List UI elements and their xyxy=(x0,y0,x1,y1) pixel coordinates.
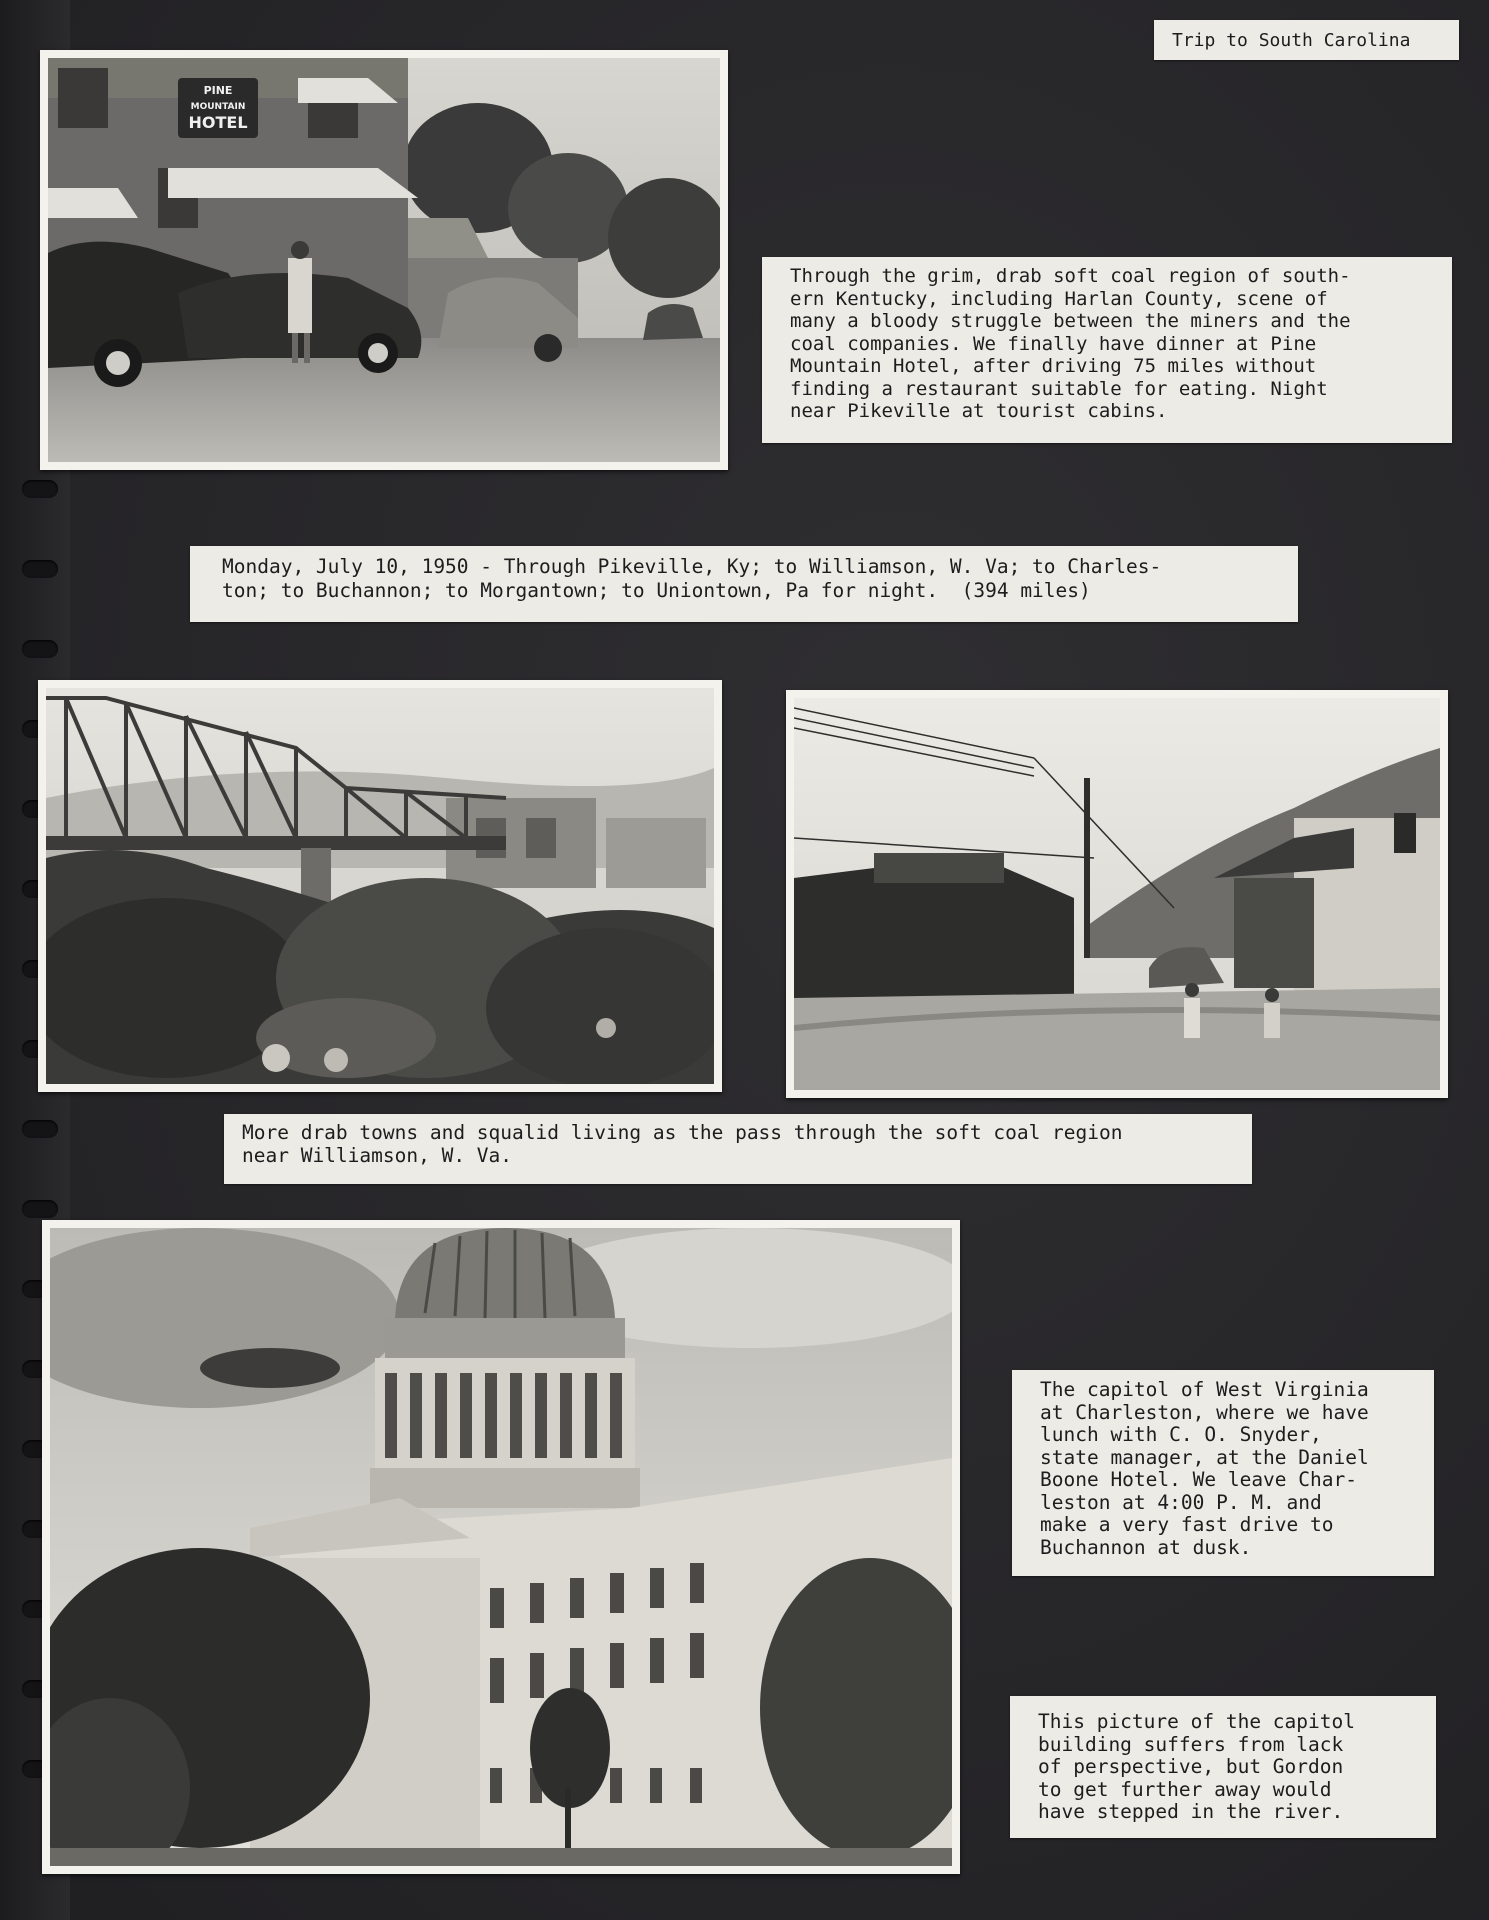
pine-mountain-caption: Through the grim, drab soft coal region of south- ern Kentucky, including Harlan County, scene of many a bloody struggle between the miners and the coal companies. We finally have dinner at Pine Mountain Hotel, after driving 75 miles without finding a restaurant suitable for eating. Night near Pikeville at tourist cabins. xyxy=(762,257,1452,443)
binding-hole xyxy=(22,640,58,658)
binding-hole xyxy=(22,480,58,498)
svg-text:MOUNTAIN: MOUNTAIN xyxy=(190,102,246,112)
williamson-caption: More drab towns and squalid living as the pass through the soft coal region near Williamson, W. Va. xyxy=(224,1114,1252,1184)
williamson-street-photo xyxy=(786,690,1448,1098)
bridge-photo xyxy=(38,680,722,1092)
binding-hole xyxy=(22,1200,58,1218)
capitol-caption: The capitol of West Virginia at Charleston, where we have lunch with C. O. Snyder, state manager, at the Daniel Boone Hotel. We leave Char- leston at 4:00 P. M. and make a very fast drive to Buchannon at dusk. xyxy=(1012,1370,1434,1576)
binding-hole xyxy=(22,1120,58,1138)
trip-title-label: Trip to South Carolina xyxy=(1154,20,1459,60)
binding-hole xyxy=(22,560,58,578)
svg-text:PINE: PINE xyxy=(203,84,233,97)
west-virginia-capitol-photo xyxy=(42,1220,960,1874)
pine-mountain-hotel-photo xyxy=(40,50,728,470)
capitol-perspective-caption: This picture of the capitol building suffers from lack of perspective, but Gordon to get further away would have stepped in the river. xyxy=(1010,1696,1436,1838)
svg-text:HOTEL: HOTEL xyxy=(188,113,248,132)
monday-route-caption: Monday, July 10, 1950 - Through Pikeville, Ky; to Williamson, W. Va; to Charles- ton; to Buchannon; to Morgantown; to Uniontown, Pa for night. (394 miles) xyxy=(190,546,1298,622)
